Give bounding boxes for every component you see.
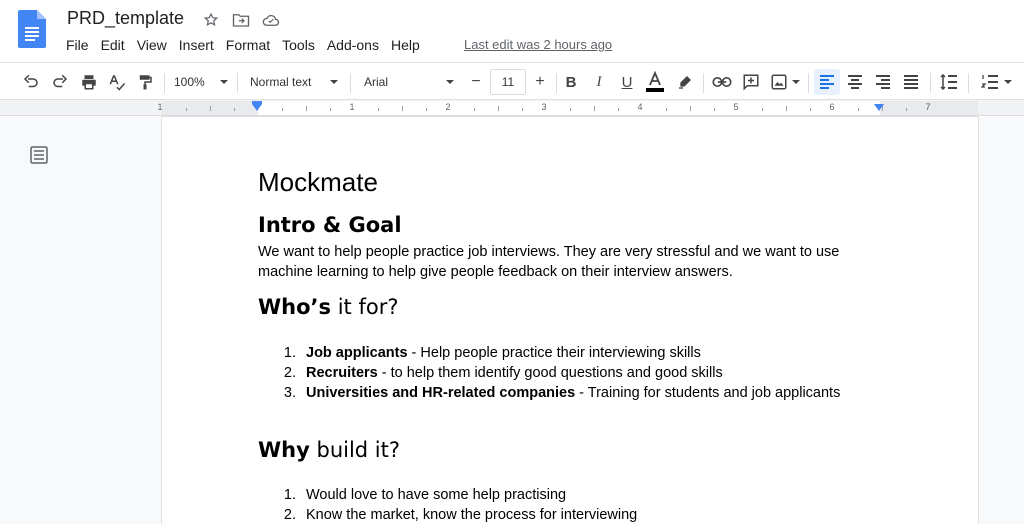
- last-edit-link[interactable]: Last edit was 2 hours ago: [464, 37, 613, 52]
- ruler-number: 4: [637, 102, 643, 112]
- ruler-tick: [690, 106, 691, 111]
- zoom-value: 100%: [174, 75, 205, 89]
- chevron-down-icon: [446, 80, 454, 84]
- align-left-icon[interactable]: [814, 69, 840, 95]
- ruler-number: 7: [925, 102, 931, 112]
- toolbar-separator: [556, 73, 557, 93]
- ruler-tick: [810, 108, 811, 111]
- intro-paragraph: We want to help people practice job interviews. They are very stressful and we want to use machine learning to help give people feedback on their interview answers.: [258, 244, 840, 280]
- numbered-list-icon[interactable]: [974, 69, 1018, 95]
- ruler-number: 2: [445, 102, 451, 112]
- ruler-tick: [186, 108, 187, 111]
- list-bold: Recruiters: [306, 365, 378, 381]
- menu-edit[interactable]: Edit: [100, 37, 125, 53]
- heading-rest-part: it for?: [331, 295, 399, 319]
- chevron-down-icon: [1004, 80, 1012, 84]
- ruler-tick: [714, 108, 715, 111]
- highlight-icon[interactable]: [673, 69, 697, 95]
- heading-bold-part: Why: [258, 438, 310, 462]
- ruler-tick: [522, 108, 523, 111]
- toolbar-separator: [237, 73, 238, 93]
- title-icons: [198, 9, 284, 31]
- ruler-number: 3: [541, 102, 547, 112]
- list-item: [258, 485, 898, 505]
- italic-icon[interactable]: I: [596, 73, 602, 90]
- paint-format-icon[interactable]: [132, 69, 158, 95]
- toolbar-separator: [350, 73, 351, 93]
- menu-view[interactable]: View: [136, 37, 167, 53]
- bold-icon[interactable]: B: [565, 73, 577, 91]
- ruler-tick: [498, 106, 499, 111]
- zoom-select[interactable]: [170, 69, 232, 95]
- list-rest: - to help them identify good questions and good skills: [377, 365, 723, 381]
- list-rest: - Help people practice their interviewing skills: [407, 345, 701, 361]
- font-select[interactable]: [360, 69, 458, 95]
- star-icon[interactable]: [198, 9, 224, 31]
- move-folder-icon[interactable]: [228, 9, 254, 31]
- comment-icon[interactable]: [738, 69, 764, 95]
- list-text: Would love to have some help practising: [306, 487, 567, 503]
- menu-format[interactable]: Format: [225, 37, 271, 53]
- document-title[interactable]: PRD_template: [67, 8, 185, 28]
- ruler-tick: [594, 106, 595, 111]
- toolbar-separator: [703, 73, 704, 93]
- style-select[interactable]: [246, 69, 342, 95]
- spellcheck-icon[interactable]: [104, 69, 130, 95]
- list-number: 2.: [283, 507, 296, 523]
- ruler-number: 6: [829, 102, 835, 112]
- chevron-down-icon: [792, 80, 800, 84]
- list-item: [258, 505, 898, 524]
- ruler-tick: [426, 108, 427, 111]
- menu-tools[interactable]: Tools: [282, 37, 315, 53]
- ruler-tick: [906, 108, 907, 111]
- cloud-status-icon[interactable]: [258, 9, 284, 31]
- ruler-tick: [474, 108, 475, 111]
- list-bold: Universities and HR-related companies: [306, 385, 576, 401]
- toolbar-separator: [930, 73, 931, 93]
- toolbar-separator: [968, 73, 969, 93]
- image-icon[interactable]: [767, 69, 803, 95]
- document-heading-title: Mockmate: [258, 167, 378, 197]
- font-size-input[interactable]: 11: [490, 69, 526, 95]
- ruler-tick: [402, 106, 403, 111]
- reasons-list: [258, 485, 898, 524]
- list-text: Know the market, know the process for interviewing: [306, 507, 638, 523]
- list-number: 3.: [283, 385, 296, 401]
- print-icon[interactable]: [76, 69, 102, 95]
- title-bar: [0, 0, 1024, 62]
- ruler-tick: [618, 108, 619, 111]
- ruler-tick: [570, 108, 571, 111]
- ruler-tick: [666, 108, 667, 111]
- menu-bar: [60, 36, 426, 54]
- ruler-number: 1: [157, 102, 163, 112]
- ruler-tick: [786, 106, 787, 111]
- link-icon[interactable]: [709, 69, 735, 95]
- document-workspace: [0, 117, 1024, 524]
- menu-addons[interactable]: Add-ons: [326, 37, 379, 53]
- text-color-icon[interactable]: [643, 69, 667, 95]
- increase-font-size-button[interactable]: +: [535, 73, 545, 90]
- align-center-icon[interactable]: [842, 69, 868, 95]
- list-number: 1.: [283, 487, 296, 503]
- ruler-tick: [330, 108, 331, 111]
- underline-icon[interactable]: U: [621, 73, 633, 91]
- chevron-down-icon: [220, 80, 228, 84]
- heading-intro-goal: Intro & Goal: [258, 213, 402, 237]
- document-outline-icon[interactable]: [30, 146, 48, 164]
- menu-file[interactable]: File: [66, 37, 89, 53]
- align-right-icon[interactable]: [870, 69, 896, 95]
- audience-list: [258, 343, 898, 403]
- ruler[interactable]: [0, 100, 1024, 116]
- redo-icon[interactable]: [47, 69, 73, 95]
- menu-insert[interactable]: Insert: [178, 37, 214, 53]
- ruler-tick: [762, 108, 763, 111]
- decrease-font-size-button[interactable]: −: [471, 73, 481, 90]
- style-value: Normal text: [250, 75, 312, 89]
- toolbar-separator: [808, 73, 809, 93]
- heading-rest-part: build it?: [309, 438, 401, 462]
- docs-logo-icon[interactable]: [18, 10, 46, 48]
- toolbar-separator: [164, 73, 165, 93]
- document-page[interactable]: [162, 117, 978, 524]
- font-value: Arial: [364, 75, 389, 89]
- heading-why-build-it: [258, 438, 400, 462]
- ruler-number: 5: [733, 102, 739, 112]
- ruler-number: 1: [349, 102, 355, 112]
- list-text: [306, 363, 723, 383]
- list-item: [258, 383, 898, 403]
- list-bold: Job applicants: [306, 345, 408, 361]
- list-rest: - Training for students and job applicants: [575, 385, 841, 401]
- ruler-tick: [282, 108, 283, 111]
- toolbar: [0, 62, 1024, 100]
- list-number: 1.: [283, 345, 296, 361]
- list-item: [258, 363, 898, 383]
- list-text: [306, 343, 701, 363]
- ruler-tick: [378, 108, 379, 111]
- chevron-down-icon: [330, 80, 338, 84]
- justify-icon[interactable]: [898, 69, 924, 95]
- line-spacing-icon[interactable]: [936, 69, 962, 95]
- menu-help[interactable]: Help: [390, 37, 420, 53]
- ruler-tick: [306, 106, 307, 111]
- left-indent-marker[interactable]: [252, 104, 262, 111]
- undo-icon[interactable]: [18, 69, 44, 95]
- right-indent-marker[interactable]: [874, 104, 884, 111]
- heading-bold-part: Who’s: [258, 295, 332, 319]
- list-number: 2.: [283, 365, 296, 381]
- ruler-tick: [234, 108, 235, 111]
- ruler-tick: [210, 106, 211, 111]
- ruler-tick: [858, 108, 859, 111]
- list-text: [306, 383, 840, 403]
- heading-whos-it-for: [258, 295, 398, 319]
- list-item: [258, 343, 898, 363]
